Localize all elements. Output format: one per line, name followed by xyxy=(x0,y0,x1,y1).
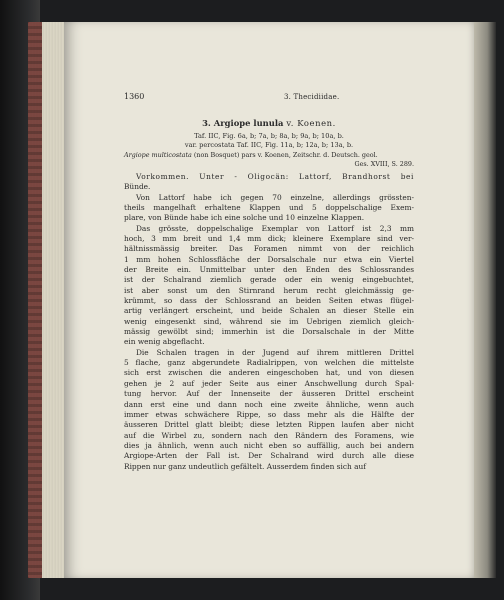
page-header xyxy=(124,92,414,106)
page-gutter-right xyxy=(474,22,496,578)
synonymy-plate-ref: Taf. IIC, Fig. 6a, b; 7a, b; 8a, b; 9a, b; 10a, b. xyxy=(194,132,344,141)
page-text xyxy=(124,92,414,472)
text-line: ist aber sonst um den Stirnrand herum recht gleichmässig ge- xyxy=(124,285,414,295)
text-line: auf die Wirbel zu, sondern nach den Rändern des Foramens, wie xyxy=(124,430,414,440)
text-line: sich erst zwischen die anderen eingeschoben hat, und von diesen xyxy=(124,368,414,378)
synonymy-note-taxon: Argiope multicostata xyxy=(124,151,192,160)
cloth-binding xyxy=(28,22,42,578)
body-paragraphs xyxy=(124,172,414,472)
body-paragraph xyxy=(124,193,414,224)
text-line: Argiope-Arten der Fall ist. Der Schalrand wird durch alle diese xyxy=(124,451,414,461)
text-line: theils mangelhaft erhaltene Klappen und 5 doppelschalige Exem- xyxy=(124,202,414,212)
text-line: Vorkommen. Unter - Oligocän: Lattorf, Brandhorst bei xyxy=(136,171,414,181)
synonymy-note xyxy=(124,151,414,169)
text-line: artig verlängert erscheint, und beide Schalen an dieser Stelle ein xyxy=(124,306,414,316)
text-line: äusseren Drittel glatt bleibt; diese letzten Rippen laufen aber nicht xyxy=(124,420,414,430)
text-line: tung hervor. Auf der Innenseite der äusseren Drittel erscheint xyxy=(124,389,414,399)
text-line: ist der Schalrand ziemlich gerade oder ein wenig eingebuchtet, xyxy=(124,275,414,285)
species-number: 3. xyxy=(202,118,211,128)
text-line: ein wenig abgeflacht. xyxy=(124,337,205,347)
synonymy-note-citation: (non Bosquet) pars v. Koenen, Zeitschr. d. Deutsch. geol. xyxy=(191,151,378,160)
species-heading xyxy=(124,118,414,128)
text-line: der Breite ein. Unmittelbar unter den Enden des Schlossrandes xyxy=(124,265,414,275)
page-number: 1360 xyxy=(124,92,145,101)
text-line: krümmt, so dass der Schlossrand an beiden Seiten etwas flügel- xyxy=(124,296,414,306)
text-line: gehen je 2 auf jeder Seite aus einer Anschwellung durch Spal- xyxy=(124,378,414,388)
text-line: 5 flache, ganz abgerundete Radialrippen, von welchen die mittelste xyxy=(124,358,414,368)
text-line: Das grösste, doppelschalige Exemplar von Lattorf ist 2,3 mm xyxy=(136,223,414,233)
synonymy-note-line2: Ges. XVIII, S. 289. xyxy=(354,160,414,169)
text-line: Bünde. xyxy=(124,182,151,192)
text-line: 1 mm hohen Schlossfläche der Dorsalschale nur etwa ein Viertel xyxy=(124,254,414,264)
species-author: v. Koenen. xyxy=(286,118,336,128)
running-head: 3. Thecidiidae. xyxy=(284,93,340,101)
species-name: Argiope lunula xyxy=(213,118,284,128)
text-line: hoch, 3 mm breit und 1,4 mm dick; kleinere Exemplare sind ver- xyxy=(124,234,414,243)
text-line: immer etwas schwächere Rippe, so dass mehr als die Hälfte der xyxy=(124,409,414,419)
text-line: mässig gewölbt sind; immerhin ist die Dorsalschale in der Mitte xyxy=(124,327,414,337)
body-paragraph xyxy=(124,172,414,193)
synonymy-variety-ref: var. percostata Taf. IIC, Fig. 11a, b; 12a, b; 13a, b. xyxy=(184,141,354,150)
text-line: dann erst eine und dann noch eine zweite ähnliche, wenn auch xyxy=(124,399,414,409)
body-paragraph xyxy=(124,348,414,472)
text-line: plare, von Bünde habe ich eine solche und 10 einzelne Klappen. xyxy=(124,213,365,223)
text-line: Von Lattorf habe ich gegen 70 einzelne, allerdings grössten- xyxy=(136,192,414,202)
text-line: dies ja ähnlich, wenn auch nicht eben so auffällig, auch bei andern xyxy=(124,440,414,450)
text-line: Die Schalen tragen in der Jugend auf ihrem mittleren Drittel xyxy=(136,347,414,357)
text-line: wenig eingesenkt sind, während sie im Uebrigen ziemlich gleich- xyxy=(124,316,414,326)
text-line: Rippen nur ganz undeutlich gefältelt. Ausserdem finden sich auf xyxy=(124,461,366,471)
body-paragraph xyxy=(124,224,414,348)
text-line: hältnissmässig breiter. Das Foramen nimmt von der reichlich xyxy=(124,244,414,254)
